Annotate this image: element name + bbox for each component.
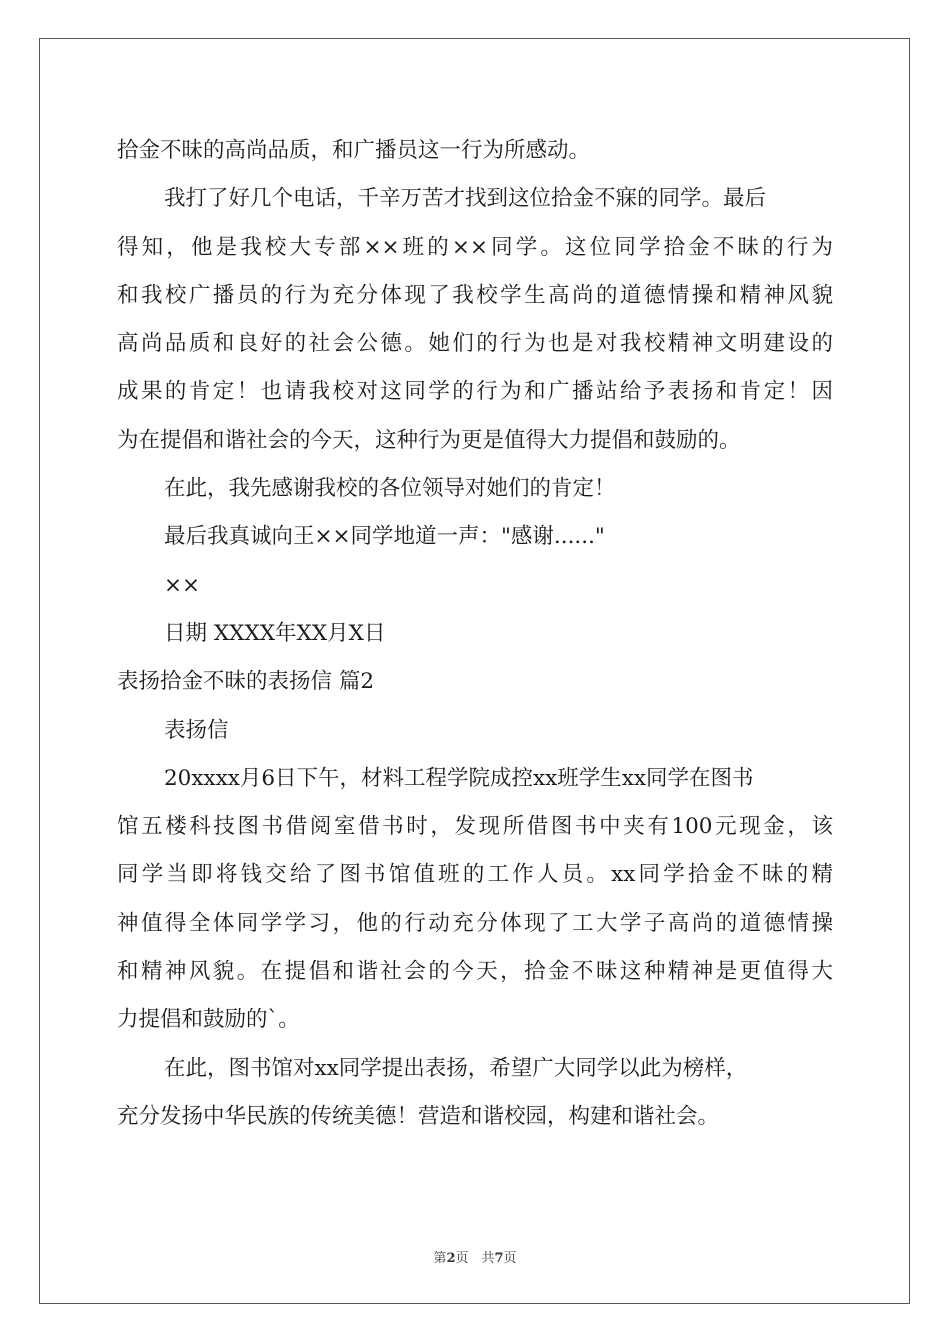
paragraph-line: 为在提倡和谐社会的今天，这种行为更是值得大力提倡和鼓励的。 bbox=[117, 427, 741, 453]
paragraph-line: 同学当即将钱交给了图书馆值班的工作人员。xx同学拾金不昧的精 bbox=[117, 862, 833, 888]
footer-page-mid: 页 共 bbox=[455, 1251, 495, 1266]
paragraph-line: 得知，他是我校大专部××班的××同学。这位同学拾金不昧的行为 bbox=[117, 234, 833, 260]
paragraph-line: 和精神风貌。在提倡和谐社会的今天，拾金不昧这种精神是更值得大 bbox=[117, 959, 833, 985]
section-heading: 表扬拾金不昧的表扬信 篇2 bbox=[117, 669, 375, 695]
paragraph-line: 力提倡和鼓励的`。 bbox=[117, 1007, 300, 1033]
paragraph-line: 成果的肯定！也请我校对这同学的行为和广播站给予表扬和肯定！因 bbox=[117, 379, 833, 405]
footer-page-suffix: 页 bbox=[503, 1251, 517, 1266]
paragraph-line: 和我校广播员的行为充分体现了我校学生高尚的道德情操和精神风貌 bbox=[117, 282, 833, 308]
paragraph-line: 充分发扬中华民族的传统美德！营造和谐校园，构建和谐社会。 bbox=[117, 1103, 720, 1129]
paragraph-line: 高尚品质和良好的社会公德。她们的行为也是对我校精神文明建设的 bbox=[117, 331, 833, 357]
paragraph-line: 最后我真诚向王××同学地道一声："感谢......" bbox=[164, 524, 605, 550]
footer-page-prefix: 第 bbox=[433, 1251, 447, 1266]
paragraph-line: 我打了好几个电话，千辛万苦才找到这位拾金不寐的同学。最后 bbox=[164, 186, 767, 212]
paragraph-line: 在此，图书馆对xx同学提出表扬，希望广大同学以此为榜样， bbox=[164, 1055, 748, 1081]
page-footer bbox=[0, 1247, 950, 1266]
footer-page-number: 2 bbox=[446, 1251, 456, 1266]
document-body bbox=[117, 127, 833, 1141]
letter-title: 表扬信 bbox=[164, 717, 229, 743]
paragraph-line: 在此，我先感谢我校的各位领导对她们的肯定！ bbox=[164, 476, 616, 502]
footer-total-pages: 7 bbox=[494, 1251, 504, 1266]
paragraph-line: 神值得全体同学学习，他的行动充分体现了工大学子高尚的道德情操 bbox=[117, 910, 833, 936]
paragraph-line: 拾金不昧的高尚品质，和广播员这一行为所感动。 bbox=[117, 138, 591, 163]
signature-line: ×× bbox=[164, 572, 201, 598]
paragraph-line: 馆五楼科技图书借阅室借书时，发现所借图书中夹有100元现金，该 bbox=[117, 814, 833, 840]
paragraph-line: 20xxxx月6日下午，材料工程学院成控xx班学生xx同学在图书 bbox=[164, 765, 754, 791]
date-line: 日期 XXXX年XX月X日 bbox=[164, 620, 386, 646]
